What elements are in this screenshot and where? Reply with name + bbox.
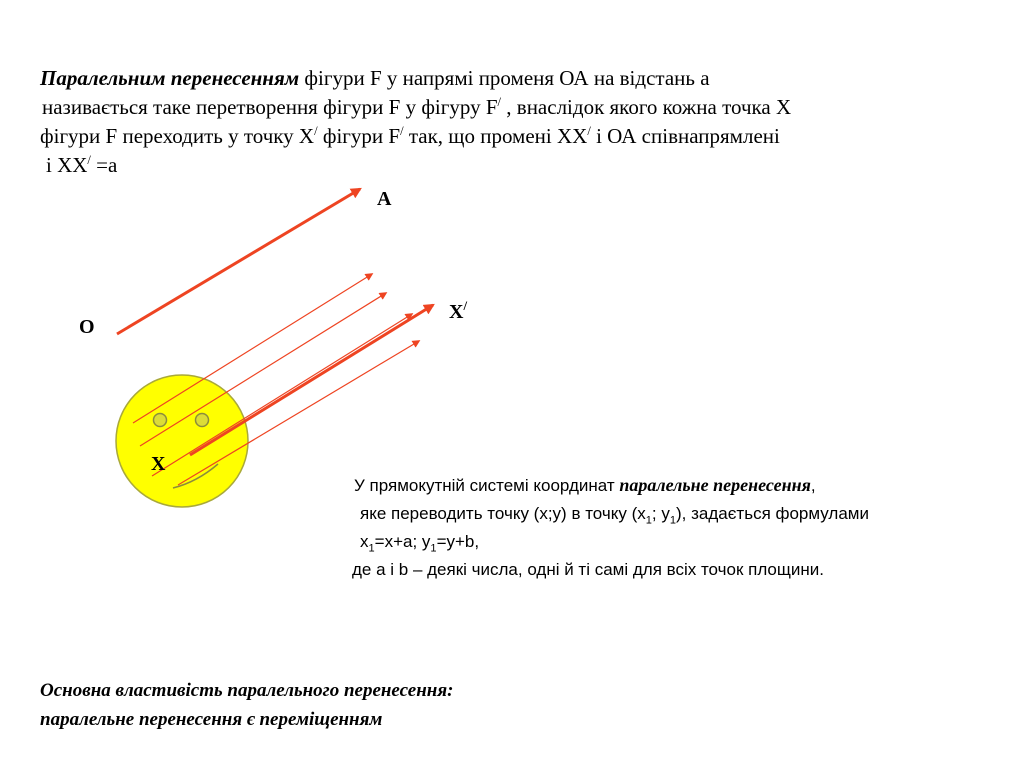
property-statement: паралельне перенесення є переміщенням <box>40 709 383 730</box>
subscript: 1 <box>368 542 375 555</box>
coords-line-1 <box>352 471 1012 500</box>
coords-line-2-b: ; у <box>651 504 670 523</box>
coordinate-formula-text <box>352 471 1012 584</box>
coords-line-2-a: яке переводить точку (х;у) в точку (х <box>360 504 646 523</box>
definition-term: Паралельним перенесенням <box>40 66 300 90</box>
vector-oa <box>117 189 360 334</box>
definition-line-1-rest: фігури F у напрямі променя ОА на відстань а <box>299 66 710 90</box>
prime-mark: / <box>400 124 404 138</box>
definition-line-2-b: , внаслідок якого кожна точка Х <box>501 95 792 119</box>
coords-line-3 <box>352 528 1012 556</box>
left-eye <box>154 414 167 427</box>
prime-mark: / <box>497 95 502 109</box>
prime-mark: / <box>587 124 591 138</box>
main-property-text <box>40 676 453 734</box>
coords-line-3-a: х <box>360 532 369 551</box>
vector-xx-prime <box>190 305 433 455</box>
parallel-translation-vector <box>140 293 386 446</box>
coords-line-1-b: , <box>810 476 816 495</box>
smiley-face-figure <box>116 375 248 507</box>
label-x-prime-base: Х <box>449 301 464 323</box>
definition-line-3-d: і ОА співнапрямлені <box>590 124 780 148</box>
label-o: О <box>79 316 95 338</box>
subscript: 1 <box>430 542 437 555</box>
label-x: Х <box>151 453 166 475</box>
label-x-prime-sup: / <box>463 298 468 313</box>
definition-line-3-c: так, що промені ХХ <box>403 124 588 148</box>
coords-line-1-a: У прямокутній системі координат <box>354 476 620 495</box>
prime-mark: / <box>314 124 318 138</box>
subscript: 1 <box>645 514 652 527</box>
coords-line-2 <box>352 500 1012 528</box>
subscript: 1 <box>669 514 677 527</box>
definition-line-2-a: називається таке перетворення фігури F у фігуру F <box>42 95 498 119</box>
coords-line-2-c: ), задається формулами <box>676 504 869 523</box>
coords-term: паралельне перенесення <box>619 475 811 495</box>
label-a: А <box>377 188 392 210</box>
definition-line-3-a: фігури F переходить у точку Х <box>40 124 315 148</box>
right-eye <box>196 414 209 427</box>
label-x-prime <box>449 298 467 323</box>
property-heading: Основна властивість паралельного перенесення: <box>40 680 454 701</box>
coords-line-3-c: =у+b, <box>436 532 480 551</box>
coords-line-3-b: =х+а; у <box>374 532 431 551</box>
definition-line-4-b: =а <box>90 153 118 177</box>
definition-line-3-b: фігури F <box>317 124 401 148</box>
prime-mark: / <box>87 153 91 167</box>
coords-line-4: де а і b – деякі числа, одні й ті самі для всіх точок площини. <box>352 560 824 579</box>
definition-line-4-a: і ХХ <box>46 153 88 177</box>
parallel-translation-vector <box>133 274 372 423</box>
